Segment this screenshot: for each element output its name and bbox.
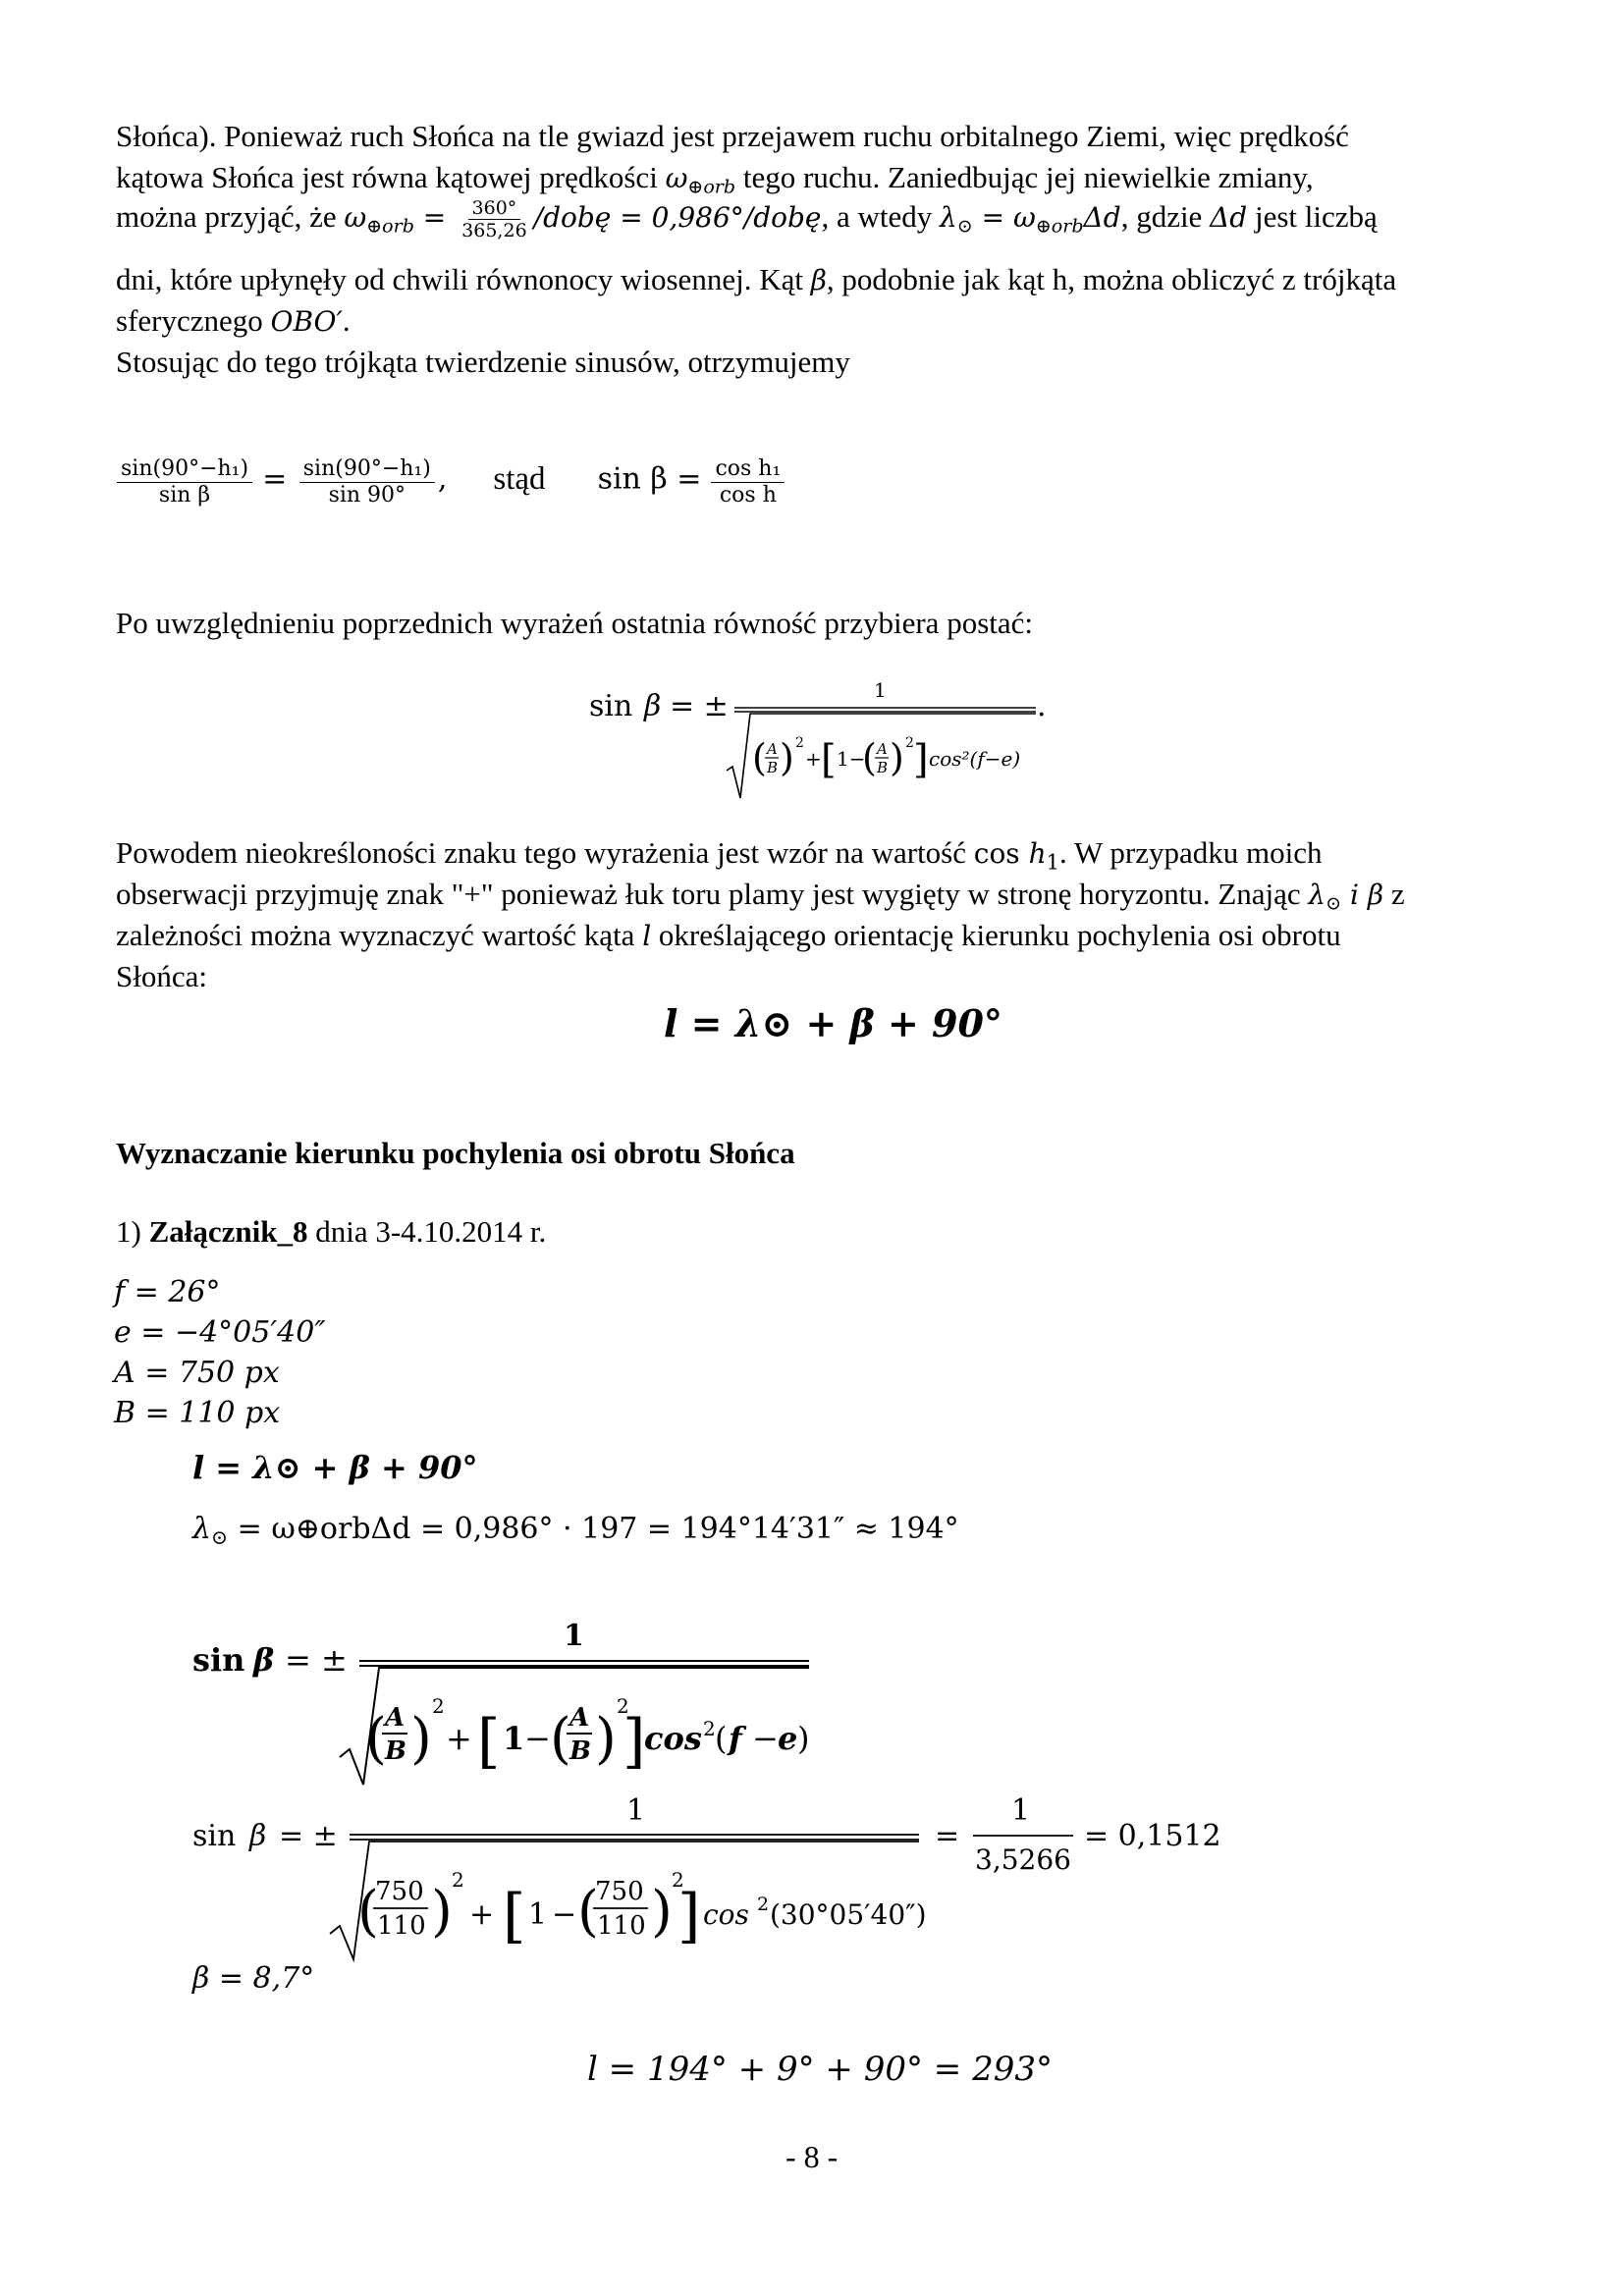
- svg-text:): ): [651, 1880, 673, 1944]
- svg-text:): ): [595, 1707, 617, 1771]
- svg-text:): ): [780, 736, 794, 779]
- svg-text:+: +: [469, 1897, 495, 1932]
- svg-text:cos²(f−e): cos²(f−e): [929, 747, 1021, 771]
- svg-text:= ±: = ±: [279, 1819, 338, 1853]
- svg-text:2: 2: [905, 735, 914, 751]
- section-heading: Wyznaczanie kierunku pochylenia osi obrotu Słońca: [116, 1136, 795, 1170]
- l-formula-2: l = λ⊙ + β + 90°: [192, 1449, 478, 1486]
- svg-text:B: B: [767, 759, 779, 776]
- given-f: f = 26°: [114, 1275, 221, 1309]
- svg-text:+: +: [805, 747, 822, 771]
- text-line: kątowa Słońca jest równa kątowej prędkości $\omega_{\oplus orb}$ tego ruchu. Zaniedbując jej niewielkie zmiany,: [116, 160, 1314, 198]
- text-line: sferycznego OBO′.: [116, 303, 351, 338]
- svg-text:110: 110: [597, 1911, 646, 1941]
- svg-text:[: [: [477, 1707, 501, 1776]
- svg-text:.: .: [1037, 689, 1047, 723]
- final-result: l = 194° + 9° + 90° = 293°: [587, 2050, 1053, 2089]
- svg-text:e: e: [778, 1720, 798, 1757]
- text-line: Słońca:: [116, 959, 207, 993]
- svg-text:cos: cos: [703, 1898, 749, 1931]
- lambda-calculation: $\lambda_⊙$ = ω⊕orbΔd = 0,986° · 197 = 194°14′31″ ≈ 194°: [192, 1512, 959, 1550]
- svg-text:(: (: [550, 1707, 571, 1771]
- svg-text:): ): [797, 1720, 810, 1757]
- svg-text:−: −: [524, 1720, 551, 1757]
- svg-text:B: B: [385, 1736, 406, 1766]
- svg-text:1: 1: [503, 1720, 525, 1757]
- svg-text:]: ]: [623, 1707, 646, 1776]
- svg-text:A: A: [877, 740, 888, 758]
- text-line: Powodem nieokreśloności znaku tego wyrażenia jest wzór na wartość $\cos h_1$. W przypadku moich: [116, 835, 1323, 875]
- svg-text:): ): [431, 1880, 453, 1944]
- svg-text:= ±: = ±: [285, 1641, 348, 1679]
- sin-beta-formula-bold: [192, 1610, 840, 1787]
- given-e: e = −4°05′40″: [114, 1315, 326, 1350]
- svg-text:−: −: [752, 1720, 779, 1757]
- svg-text:β: β: [249, 1819, 267, 1853]
- svg-text:2: 2: [757, 1894, 770, 1915]
- text-line: zależności można wyznaczyć wartość kąta l określającego orientację kierunku pochylenia osi obrotu: [116, 918, 1341, 952]
- svg-text:(30°05′40″): (30°05′40″): [770, 1898, 927, 1931]
- svg-text:1: 1: [564, 1619, 584, 1653]
- svg-text:[: [: [821, 737, 837, 782]
- svg-text:(: (: [577, 1880, 599, 1944]
- svg-text:1: 1: [874, 678, 887, 702]
- text-line: Stosując do tego trójkąta twierdzenie sinusów, otrzymujemy: [116, 345, 850, 379]
- svg-text:B: B: [569, 1736, 591, 1766]
- given-A: A = 750 px: [114, 1356, 280, 1390]
- svg-text:110: 110: [377, 1911, 426, 1941]
- svg-text:sin: sin: [589, 689, 633, 723]
- svg-text:2: 2: [452, 1868, 464, 1892]
- svg-text:1: 1: [1011, 1793, 1031, 1828]
- text-line: dni, które upłynęły od chwili równonocy wiosennej. Kąt β, podobnie jak kąt h, można obliczyć z trójkąta: [116, 262, 1397, 296]
- svg-text:): ): [890, 736, 904, 779]
- svg-text:1: 1: [528, 1897, 548, 1932]
- svg-text:(: (: [715, 1720, 728, 1757]
- page-number: - 8 -: [785, 2139, 839, 2174]
- svg-text:β: β: [253, 1641, 275, 1679]
- beta-value: β = 8,7°: [192, 1961, 315, 1996]
- svg-text:sin: sin: [192, 1819, 237, 1853]
- svg-text:A: A: [569, 1703, 590, 1733]
- svg-text:f: f: [729, 1720, 742, 1757]
- svg-text:1−: 1−: [837, 747, 866, 771]
- svg-text:(: (: [365, 1707, 387, 1771]
- svg-text:(: (: [862, 736, 877, 779]
- svg-text:2: 2: [432, 1694, 445, 1718]
- svg-text:): ): [410, 1707, 432, 1771]
- svg-text:1: 1: [626, 1793, 646, 1828]
- svg-text:2: 2: [703, 1717, 716, 1740]
- sin-beta-calculation: [192, 1785, 1272, 1961]
- svg-text:2: 2: [795, 735, 804, 751]
- svg-text:(: (: [357, 1880, 379, 1944]
- svg-text:2: 2: [672, 1868, 684, 1892]
- sin-beta-formula-small: [589, 672, 1060, 800]
- given-values: [114, 1272, 326, 1433]
- text-line: można przyjąć, że $\omega_{\oplus orb}$ = $\frac{360^\circ}{365,26}$ /dobę = 0,986°/dobę, a wtedy $\lambda_⊙ = \omega_{\oplus orb}\Delta d$, gdzie Δd jest liczbą: [116, 196, 1378, 242]
- svg-text:sin: sin: [192, 1641, 245, 1679]
- svg-text:3,5266: 3,5266: [975, 1843, 1071, 1876]
- svg-text:A: A: [385, 1703, 406, 1733]
- svg-text:(: (: [752, 736, 767, 779]
- svg-text:]: ]: [677, 1882, 701, 1950]
- svg-text:B: B: [877, 759, 889, 776]
- svg-text:2: 2: [617, 1694, 629, 1718]
- text-line: obserwacji przyjmuję znak "+" ponieważ łuk toru plamy jest wygięty w stronę horyzontu. Znając $\lambda_⊙$ i β z: [116, 877, 1405, 915]
- sine-rule-equation: $\frac{\text{sin(90°−h₁)}}{\text{sin β}}$ = $\frac{\text{sin(90°−h₁)}}{\sin 90^\circ}$ , stąd sin β = $\frac{\text{cos h₁}}{\text{cos h}}$: [114, 457, 787, 507]
- svg-text:= ±: = ±: [670, 689, 729, 723]
- attachment-line: 1) Załącznik_8 dnia 3-4.10.2014 r.: [116, 1214, 547, 1249]
- svg-text:750: 750: [375, 1877, 424, 1906]
- svg-text:750: 750: [595, 1877, 644, 1906]
- svg-text:[: [: [503, 1882, 526, 1950]
- text-line: Słońca). Ponieważ ruch Słońca na tle gwiazd jest przejawem ruchu orbitalnego Ziemi, więc prędkość: [116, 119, 1349, 153]
- svg-text:+: +: [446, 1720, 472, 1757]
- svg-text:β: β: [644, 689, 662, 723]
- svg-text:]: ]: [913, 737, 929, 782]
- svg-text:= 0,1512: = 0,1512: [1084, 1819, 1221, 1853]
- l-formula: l = λ⊙ + β + 90°: [664, 1001, 1002, 1045]
- svg-text:A: A: [767, 740, 778, 758]
- svg-text:cos: cos: [644, 1720, 702, 1757]
- svg-text:−: −: [552, 1897, 577, 1932]
- text-line: Po uwzględnieniu poprzednich wyrażeń ostatnia równość przybiera postać:: [116, 606, 1033, 640]
- svg-text:=: =: [935, 1819, 960, 1853]
- given-B: B = 110 px: [114, 1396, 281, 1430]
